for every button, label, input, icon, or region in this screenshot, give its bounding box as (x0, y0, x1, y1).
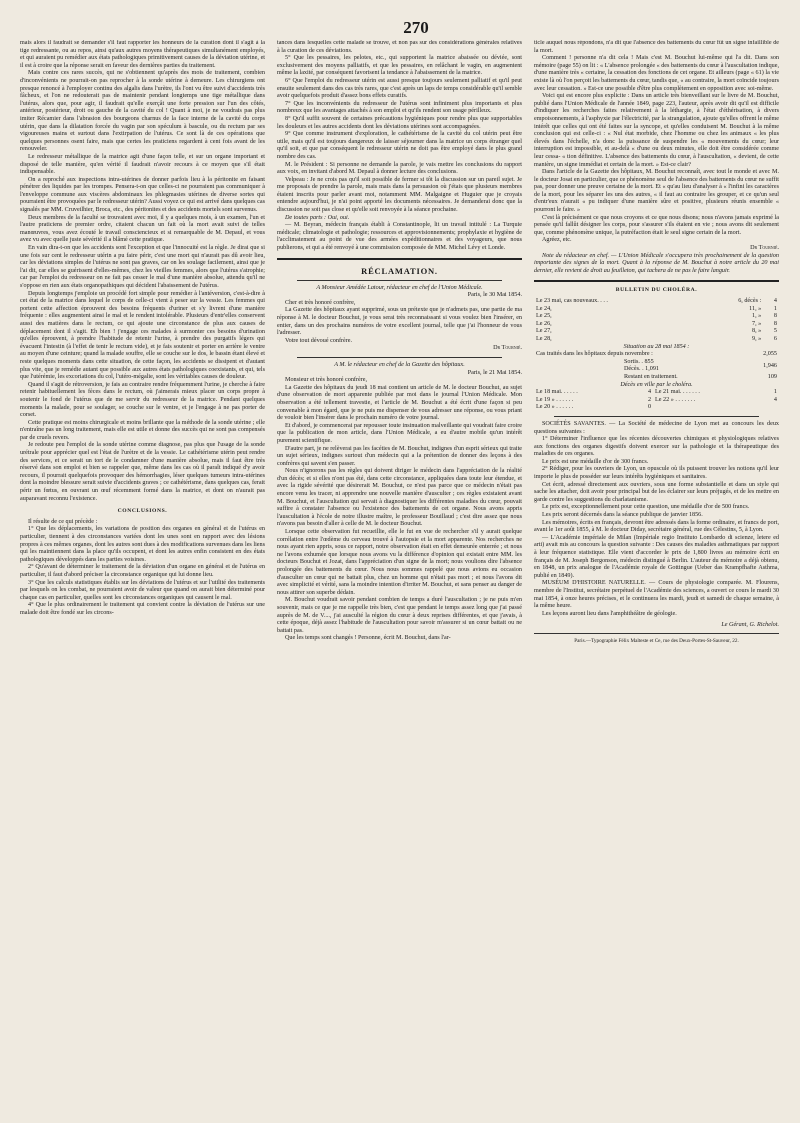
conclusion-item: 9° Que comme instrument d'exploration, le cathétérisme de la cavité du col utérin peut être utile, mais qu'il est toujours dangereux de laisser séjourner dans la matrice un corps étranger quel qu'il soit, et que par conséquent le redresseur utérin ne doit pas être employé dans le plus grand nombre des cas. (277, 131, 522, 160)
president-remark: M. le Président : Si personne ne demande la parole, je vais mettre les conclusions du rapport aux voix, en invitant d'abord M. Depaul à donner lecture des conclusions. (277, 161, 522, 176)
societies-prize: Le prix est une médaille d'or de 300 francs. (542, 458, 649, 465)
bulletin-date: Le 28, (536, 335, 552, 342)
deces-label: Décès. . 1,091 (624, 366, 659, 373)
col1-paragraph: mais alors il faudrait se demander s'il faut rapporter les honneurs de la curation dont il s'agit à la tige redressante, ou au repos, ainsi qu'aux autres moyens thérapeutiques simultanément employés, et qui auraient pu remédier aux états pathologiques primitivement causes de la déviation utérine, et il est à croire que la réponse serait en faveur des dernières parties du traitement. (20, 40, 265, 69)
conclusion-item: 3° Que les calculs statistiques établis sur les déviations de l'utérus et sur l'utilité des traitements par lesquels on les combat, ne pourraient avoir de valeur que quand on aurait bien déterminé pour chaque cas en particulier, quelles sont les circonstances organiques qui causent le mal. (20, 579, 265, 601)
table-row (534, 404, 779, 412)
letter-body: D'autre part, je ne relèverai pas les facéties de M. Bouchut, indignes d'un esprit sérieux qui traite un sujet sérieux, indignes surtout d'un médecin qui a la prétention de donner des leçons à des confrères qui savent s'en passer. (277, 445, 522, 467)
table-row (534, 359, 779, 374)
section-divider (534, 280, 779, 282)
col2-paragraph: tances dans lesquelles cette malade se trouve, et non pas sur des considérations générales relatives à la curation de ces déviations. (277, 40, 522, 54)
conclusions-heading: CONCLUSIONS. (117, 508, 168, 515)
col3-paragraph: Comment ! personne n'a dit cela ! Mais c'est M. Bouchut lui-même qui l'a dit. Dans son mémoire (page 55) on lit : « L'absence prolongée « des battements du cœur à l'auscultation indique, d'une manière très « certaine, la cessation des fonctions de cet organe. Et ailleurs (page « 61) la vie existe là où l'on perçoit les battements du cœur, tandis que, « au contraire, la mort coïncide toujours avec leur cessation. » Est-ce une possible d'être plus complètement en opposition avec soi-même. (534, 55, 779, 92)
table-row (534, 328, 779, 336)
page-number: 270 (403, 18, 429, 37)
divider (297, 357, 502, 358)
bulletin-deaths: 6 (773, 335, 777, 342)
societies-question: 2° Rédiger, pour les ouvriers de Lyon, un opuscule où ils puissent trouver les notions qu'il leur importe le plus de posséder sur leurs intérêts hygiéniques et sanitaires. (534, 466, 779, 481)
bulletin-deaths: 1 (773, 305, 777, 312)
conclusion-item: 2° Qu'avant de déterminer le traitement de la déviation d'un organe en général et de l'utérus en particulier, il faut d'abord préciser la circonstance organique qui lui donne lieu. (20, 564, 265, 578)
letter-body: Nous n'ignorons pas les règles qui doivent diriger le médecin dans l'appréciation de la réalité d'un décès; et si elles n'ont pas été, dans cette circonstance, appliquées dans toute leur étendue, et avec la rigide sévérité que désirerait M. Bouchut, ce n'est pas parce que ce médecin n'était pas encore venu les tracer, ni apprendre une nouvelle manière d'ausculter ; ces règles existaient avant M. Bouchut, et l'auscultation qui servait à diagnostiquer les différentes maladies du cœur, pouvait suffire à constater l'absence ou l'existence des battements de cet organe. Nous avons appris l'auscultation à l'école de notre illustre maître, le professeur Bouillaud ; c'est dire assez que nous n'avons pas besoin d'aller à celle de M. le docteur Bouchut. (277, 468, 522, 528)
bulletin-heading: BULLETIN DU CHOLÉRA. (615, 287, 698, 294)
editor-note: Note du rédacteur en chef. — L'Union Médicale s'occupera très prochainement de la question importante des signes de la mort. Quant à la réponse de M. Bouchut à notre article du 20 mai dernier, elle revient de droit au feuilleton, qui tachera de ne pas le faire languir. (534, 252, 779, 274)
gerant-signature: Le Gérant, G. Richelot. (721, 622, 779, 629)
letter-body: La Gazette des hôpitaux du jeudi 18 mai contient un article de M. le docteur Bouchut, au sujet d'une observation de mort apparente publiée par moi dans le journal l'Union Médicale. Mon observation a été tellement travestie, et l'article de M. Bouchut a été écrit d'une façon si peu convenable à mon égard, que je ne puis me dispenser de vous adresser une réponse, ou vous priant de vouloir bien l'insérer dans le prochain numéro de votre journal. (277, 384, 522, 422)
bulletin-cases: 6, décès : (738, 298, 762, 304)
city-date: Le 21 mai. . . . . . . (655, 389, 700, 396)
sortis-label: Sortis. . 855 (624, 358, 654, 365)
bulletin-date: Le 25, (536, 313, 552, 320)
column-3 (534, 40, 779, 1100)
table-row (534, 389, 779, 397)
col1-paragraph: On a reproché aux inspections intra-utérines de donner parfois lieu à la péritonite en faisant pénétrer des liquides par les trompes. Pensera-t-on que celles-ci ne pourraient pas communiquer à l'enveloppe commune aux viscères abdominaux les phlegmasies utérines de diverse sortes qui pourraient être provoquées par le redresseur utérin? Aussi voyez ce qui est arrivé dans quelques cas signalés par MM. Cruveilhier, Broca, etc., des péritonites et des accidents mortels sont survenus. (20, 176, 265, 214)
societies-prize: Le prix est, exceptionnellement pour cette question, une médaille d'or de 500 francs. (542, 504, 750, 511)
letter-closing: Votre tout dévoué confrère. (285, 337, 353, 344)
col1-paragraph: Depuis longtemps j'emploie un procédé fort simple pour remédier à l'antéversion, c'est-à-dire à cet état de la matrice dans lequel le corps de celle-ci vient à peser sur la vessie. Les femmes qui portent cette affection éprouvent des besoins fréquents d'uriner et s'y livrent d'une manière fréquente : elles augmentent ainsi le mal et le rendent intolérable. Plusieurs d'entr'elles conservent aussi des matières dans le rectum, ce qui ajoute une circonstance de plus aux causes de déplacement dont il s'agit. Eh bien ! j'engage ces malades à surmonter ces besoins d'urination qu'elles éprouvent, à prendre l'habitude de retenir l'urine, à prendre des purgatifs légers qui évacuent l'intestin (à l'effet de tenir le rectum vide), et je fais soutenir et porter en arrière le ventre au moyen d'une ceinture; quand la malade souffre, elle se couche sur le dos, le bassin étant élevé et reste quelques moments dans cette situation, de cette façon, les accidents se dissipent et d'autant plus vite, que je remédie autant que possible aux autres états pathologiques coexistants, et qui, tels que l'utérémie, les excoriations du col, l'utéro-mégalie, sont les véritables causes de douleur. (20, 290, 265, 381)
societies-question: 1° Déterminer l'influence que les récentes découvertes chimiques et physiologiques relatives aux fonctions des organes digestifs doivent exercer sur la pathologie et la thérapeutique des maladies de ces organes. (534, 436, 779, 458)
col1-paragraph: Le redresseur métallique de la matrice agit d'une façon telle, et sur un organe important et disposé de telle manière, qu'en vérité il faudrait n'avoir recours à ce moyen que s'il était indispensable. (20, 153, 265, 176)
letter-signature: Dr Tournié. (493, 345, 522, 352)
bulletin-cases: 7, » (752, 320, 762, 327)
col1-paragraph: Deux membres de la faculté se trouvaient avec moi, il y a quelques mois, à un examen, l'un et l'autre praticiens de premier ordre, citaient chacun un fait où la mort avait suivi de telles manœuvres, vous avez écouté le travail consciencieux et si remarquable de M. Depaul, et vous avez vu avec quelle juste sévérité il a blâmé cette pratique. (20, 214, 265, 244)
city-date (653, 404, 763, 412)
conclusion-item: 8° Qu'il suffit souvent de certaines précautions hygiéniques pour rendre plus que supportables les douleurs et les autres accidents dont les déviations utérines sont accompagnées. (277, 115, 522, 130)
letter-body: La Gazette des hôpitaux ayant supprimé, sous un prétexte que je n'admets pas, une partie de ma réponse à M. le docteur Bouchut, je vous serai très reconnaissant si vous voulez bien l'insérer, en entier, dans un des prochains numéros de votre excellent journal, telle que j'ai l'honneur de vous l'adresser. (277, 307, 522, 337)
letter-signature: Dr Tournié. (750, 245, 779, 252)
city-deaths: 2 (647, 396, 652, 403)
bulletin-deaths: 8 (773, 320, 777, 327)
city-date: Le 19 » . . . . . . (536, 396, 574, 403)
beyran-note: — M. Beyran, médecin français établi à Constantinople, lit un travail intitulé : La Turquie médicale; climatologie et pathologie; ressources et approvisionnements; prophylaxie et hygiène de l'acclimatement au point de vue des armées expéditionnaires et des voyageurs, que nous publierons, et qui a été renvoyé à une commission composée de MM. Michel Lévy et Londe. (277, 222, 522, 252)
letter-closing: Agréez, etc. (542, 237, 572, 244)
museum-note: Les leçons auront lieu dans l'amphithéâtre de géologie. (542, 610, 677, 617)
divider (534, 633, 779, 634)
conclusion-item: 7° Que les inconvénients du redresseur de l'utérus sont infiniment plus importants et plus nombreux que les avantages attachés à son emploi et qu'ils rendent son usage périlleux. (277, 100, 522, 115)
city-deaths: 4 (647, 389, 652, 396)
velpeau-remark: Velpeau : Je ne crois pas qu'il soit possible de fermer si tôt la discussion sur un pareil sujet. Je me proposais de prendre la parole, mais mais dans la persuasion où j'étais que plusieurs membres étaient inscrits pour parler avant moi, notamment MM. Malgaigne et Huguier que je croyais entendre aujourd'hui, je n'ai point apporté les documents nécessaires. Je demanderai donc que la discussion ne soit pas close et qu'elle soit renvoyée à la séance prochaine. (277, 176, 522, 214)
stat-value: 109 (767, 373, 777, 380)
city-date: Le 20 » . . . . . . (536, 404, 574, 411)
col1-paragraph: Cette pratique est moins chirurgicale et moins brillante que la méthode de la sonde utérine ; elle n'entraîne pas un long traitement, mais elle est utile et donne des succès qui ne sont pas compensés par de cruels revers. (20, 419, 265, 441)
table-row (534, 306, 779, 314)
col3-paragraph: C'est là précisément ce que nous croyons et ce que nous disons; nous n'avons jamais exprimé la pensée qu'il fallût désigner les corps, pour s'assurer s'ils étaient en vie ; nous avons dit seulement que, comme phénomène unique, la putréfaction était le seul signe certain de la mort. (534, 214, 779, 236)
col3-paragraph: ticle auquel nous répondons, n'a dit que l'absence des battements du cœur fût un signe infaillible de la mort. (534, 40, 779, 54)
divider (297, 280, 502, 281)
table-row (534, 374, 779, 382)
conclusion-item: 5° Que les pessaires, les pelotes, etc., qui supportent la matrice abaissée ou déviée, sont exclusivement des moyens palliatifs, et que les pessaires, en relâchant le vagin, en augmentent même la laxité, par conséquent favorisent la tendance à l'abaissement de la matrice. (277, 55, 522, 77)
conclusion-item: 1° Que les déplacements, les variations de position des organes en général et de l'utérus en particulier, tiennent à des circonstances variées dont les unes sont en rapport avec des lésions propres à ces mêmes organes, dont les autres sont dues à des modifications survenues dans les liens qui les maintiennent dans la place qu'ils occupent, et dont les autres enfin consistent en des états pathologiques développés dans les parties voisines. (20, 526, 265, 563)
bulletin-cases: 11, » (749, 305, 762, 312)
situation-heading: Situation au 28 mai 1854 : (623, 343, 690, 350)
letter-salutation: Cher et très honoré confrère, (285, 299, 356, 306)
table-row (534, 351, 779, 359)
col3-paragraph: Dans l'article de la Gazette des hôpitaux, M. Bouchut reconnaît, avec tout le monde et avec M. le docteur Josat en particulier, que ce phénomène seul de l'absence des battements du cœur ne suffit pas, pour donner une preuve certaine de la mort. Et « qu'au lieu d'analyser à « l'infini les caractères de la mort, pour les séparer les uns des autres, « il faut au contraire les grouper, et ce qu'un seul d'entr'eux n'aurait « pu indiquer d'une manière sûre et positive, plusieurs réunis ensemble « pourront le faire. » (534, 169, 779, 214)
conclusion-item: 6° Que l'emploi du redresseur utérin est aussi presque toujours seulement palliatif et qu'il peut ensuite seulement dans des cas très rares, que c'est après un laps de temps considérable qu'il semble avoir quelquefois produit d'assez bons effets curatifs. (277, 77, 522, 100)
table-row (534, 336, 779, 344)
table-row (534, 397, 779, 405)
city-deaths-heading: Décès en ville par le choléra. (620, 381, 693, 388)
column-1 (20, 40, 265, 1100)
stat-label: Restant en traitement. (624, 373, 678, 380)
conclusion-item: 4° Que le plus ordinairement le traitement qui convient contre la déviation de l'utérus sur une malade doit être fondé sur les circons- (20, 602, 265, 616)
bulletin-date: Le 24, (536, 305, 552, 312)
table-row (534, 321, 779, 329)
letter-address: A Monsieur Amédée Latour, rédacteur en chef de l'Union Médicale. (316, 284, 483, 291)
bulletin-date: Le 27, (536, 328, 552, 335)
bulletin-deaths: 4 (773, 298, 777, 304)
city-deaths: 4 (773, 396, 777, 403)
stat-value: 2,055 (763, 351, 777, 358)
letter-date: Paris, le 21 Mai 1854. (467, 369, 522, 376)
city-deaths: 0 (647, 404, 652, 411)
cholera-bulletin-table (534, 298, 779, 344)
table-row (534, 298, 779, 306)
milan-academy-note: — L'Académie impériale de Milan (Impériale regio Instituto Lombardo di scienze, letere ed arti) avait mis au concours la question suivante : Des causes des maladies asthmatiques par rapport à leur fréquence statistique. Elle vient d'accorder le prix de 1,800 livres au mémoire écrit en français de M. Joseph Bergonson, médecin distingué à Berlin. L'auteur du mémoire a déjà obtenu, en 1848, un prix analogue de l'Académie royale de Gottingue (Ueber das Krampfhafte Asthma, publié en 1849). (534, 534, 779, 579)
assembly-reply: De toutes parts : Oui, oui. (285, 214, 350, 221)
col1-paragraph: Je redoute peu l'emploi de la sonde utérine comme diagnose, pas plus que l'usage de la sonde urétrale pour apprécier quel est l'état de l'urètre et de la vessie. Le cathétérisme utérin peut rendre des services, et ce serait un tort de le condamner d'une manière absolue, mais il faut être très réservé dans son emploi et bien se rappeler que, même dans les cas où il paraît indiqué d'y avoir recours, il pourrait quelquefois provoquer des hémorrhagies, léser quelques tumeurs intra-utérines dont la moindre blessure serait suivie d'accidents graves ; ce cathétérisme, dans quelques cas, ferait périr un fœtus, en ouvrant un œuf récemment formé dans la matrice, et dont on n'aurait pas auparavant reconnu l'existence. (20, 442, 265, 502)
bulletin-date: Le 26, (536, 320, 552, 327)
museum-note: MUSÉUM D'HISTOIRE NATURELLE. — Cours de physiologie comparée. M. Flourens, membre de l'Institut, secrétaire perpétuel de l'Académie des sciences, a ouvert ce cours le mardi 30 mai 1854, à onze heures précises, et le continuera les mardi, jeudi et samedi de chaque semaine, à la même heure. (534, 580, 779, 610)
bulletin-deaths: 5 (773, 328, 777, 335)
city-deaths-table (534, 389, 779, 412)
stat-label: Cas traités dans les hôpitaux depuis novembre : (536, 351, 653, 358)
letter-date: Paris, le 30 Mai 1854. (467, 292, 522, 299)
city-deaths: 1 (773, 389, 777, 396)
letter-body: Et d'abord, je commencerai par repousser toute insinuation malveillante qui voudrait faire croire que la publication de mon article, dans l'Union Médicale, a eu d'autre mobile qu'un intérêt purement scientifique. (277, 422, 522, 444)
section-divider (277, 258, 522, 260)
letter-body: M. Bouchut voudrait savoir pendant combien de temps a duré l'auscultation ; je ne puis m'en souvenir, mais ce que je me rappelle très bien, c'est que pendant le temps assez long que j'ai passé auprès de M. de V...., j'ai ausculté la région du cœur à deux reprises différentes, et que j'avais, à cette époque, déjà assez l'habitude de l'auscultation pour savoir m'assurer si un cœur battait ou ne battait pas. (277, 597, 522, 634)
hospital-stats-table (534, 351, 779, 381)
table-row (534, 313, 779, 321)
stat-value: 1,946 (763, 362, 777, 369)
col1-paragraph: Quand il s'agit de rétroversion, je fais au contraire rendre fréquemment l'urine, je cherche à faire retenir habituellement les fèces dans le rectum, où j'aimerais mieux placer un corps propre à soutenir le fond de l'utérus que de me servir du redresseur de la matrice. Pendant quelques moments la malade, pour se soulager, se couche sur le ventre, et je l'engage à ne pas porter de corset. (20, 381, 265, 419)
bulletin-cases: 1, » (752, 313, 762, 320)
columns (20, 40, 782, 1100)
societies-announcement: SOCIÉTÉS SAVANTES. — La Société de médecine de Lyon met au concours les deux questions suivantes : (534, 420, 779, 435)
reclamation-heading: RÉCLAMATION. (361, 265, 438, 276)
col1-paragraph: En vain dira-t-on que les accidents sont l'exception et que l'innocuité est la règle. Je dirai que si une fois sur cent le redresseur utérin a pu faire périr, c'est une mort qui n'aurait pas dû avoir lieu, car les déviations simples de l'utérus ne sont pas graves, car on les soulage facilement, ainsi que je l'ai dit, car elles se guérissent d'elles-mêmes, chez les vieilles femmes, alors que l'utérus s'atrophie; car par l'emploi du redresseur on ne fait pas cesser le mal d'une manière absolue, attendu qu'il ne s'oppose en rien aux états organopathiques qui décident l'abaissement de l'utérus. (20, 245, 265, 289)
divider (554, 416, 759, 417)
societies-paragraph: Cet écrit, adressé directement aux ouvriers, sous une forme substantielle et dans un style qui sache les attacher, doit avoir pour principal but de les éclairer sur leurs préjugés, et de les mettre en garde contre les suggestions du charlatanisme. (534, 481, 779, 503)
column-2 (277, 40, 522, 1100)
city-date: Le 18 mai. . . . . . (536, 389, 578, 396)
letter-body: Que les temps sont changés ! Personne, écrit M. Bouchut, dans l'ar- (285, 635, 451, 642)
city-deaths (763, 404, 779, 412)
city-date: Le 22 » . . . . . . . (655, 396, 696, 403)
societies-paragraph: Les mémoires, écrits en français, devront être adressés dans la forme ordinaire, et francs de port, avant le 1er août 1855, à M. le docteur Diday, secrétaire général, rue des Célestins, 5, à Lyon. (534, 519, 779, 534)
stat-label (534, 359, 752, 374)
bulletin-deaths: 8 (773, 313, 777, 320)
bulletin-date: Le 23 mai, cas nouveaux. . . . (536, 298, 608, 304)
letter-body: Lorsque cette observation fut recueillie, elle le fut en vue de rechercher s'il y aurait quelque corrélation entre l'œdème du cerveau trouvé à l'autopsie et la mort apparente. Nos recherches ne nous ayant rien appris, sous ce rapport, notre observation était en effet demeurée enterrée ; et nous ne l'avons exhumée que lorsque nous avons vu la différence d'opinion qui existait entre MM. les docteurs Bouchut et Jozat, dans l'appréciation d'un signe de la mort; nous voulions dire l'absence prolongée des battements du cœur. Nous nous sommes rappelé que nous avions eu occasion d'ausculter un cœur qui ne battait plus, chez un homme qui n'était pas mort ; et nous l'avons dit avec simplicité et vérité, sans la moindre intention d'irriter M. Bouchut, et sans penser au danger de nous attirer son superbe dédain. (277, 529, 522, 596)
letter-salutation: Monsieur et très honoré confrère, (285, 377, 368, 384)
letter-address: A M. le rédacteur en chef de la Gazette des hôpitaux. (334, 361, 465, 368)
bulletin-cases: 9, » (752, 335, 762, 342)
imprint: Paris.—Typographie Félix Malteste et Ce, rue des Deux-Portes-St-Sauveur, 22. (574, 637, 739, 644)
col1-paragraph: Mais contre ces rares succès, qui ne s'obtiennent qu'après des mois de traitement, combien d'inconvénients ne pourrait-on pas reprocher à la sonde utérine à demeure. Les chirurgiens ont presque renoncé à l'employer continu des algalis dans l'urètre, ils l'ont vu être suivi d'accidents très fâcheux, et l'on ne redouterait pas de maintenir pendant longtemps une tige métallique dans l'utérus, alors que, pour agir, il faudrait qu'elle exerçât une forte pression sur l'un des côtés, antérieur, postérieur, droit ou gauche de la cavité du col ! Quant à moi, je ne voudrais pas plus imiter Récamier dans l'abrasion des bourgeons charnus de la face interne de la cavité du corps utérin, que dans la dilatation forcée du vagin par son spéculum à bascule, ou du rectum par ses vigoureuses mains et surtout dans l'extirpation de l'utérus. Ce sont là de ces opérations que quelques personnes osent faire, mais que certes les praticiens regardent à cent fois avant de les renouveler. (20, 70, 265, 153)
bulletin-cases: 8, » (752, 328, 762, 335)
col3-paragraph: Voici qui est encore plus explicite : Dans un article très bienveillant sur le livre de M. Bouchut, publié dans l'Union Médicale de l'année 1849, page 223, l'auteur, après avoir dit qu'il est difficile d'indiquer les recherches faites relativement à la léthargie, à l'état d'éthérisation, à divers empoisonnements, à l'asphyxie par l'électricité, par la strangulation, ajoute qu'elles offrent le même intérêt que celles qui ont été faites sur la syncope, et qu'elles conduisent M. Bouchut à la même conclusion qui est celle-ci : « Nul état morbide, chez l'homme ou chez les animaux « les plus élevés dans l'échelle, n'a donc la puissance de suspendre les « mouvements du cœur; leur interruption est impossible, et au-delà « d'une ou deux minutes, elle doit être considérée comme leur cessa- « tion définitive. L'absence des battements du cœur, à l'auscultation, « devient, de cette manière, un signe immédiat et certain de la mort. » Est-ce clair? (534, 93, 779, 168)
societies-paragraph: Les prix seront décernés dans la séance publique de janvier 1856. (542, 512, 703, 519)
conclusion-intro: Il résulte de ce qui précède : (28, 518, 98, 525)
